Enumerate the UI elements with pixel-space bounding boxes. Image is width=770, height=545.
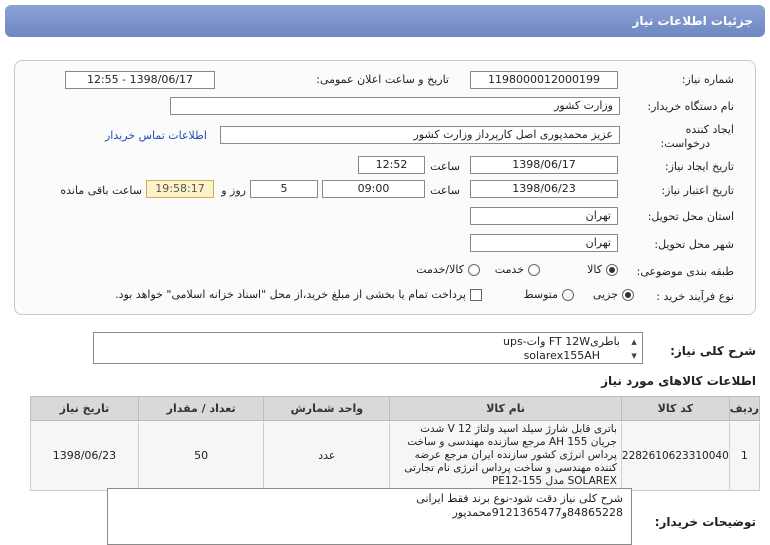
category-option-service[interactable]: خدمت	[495, 263, 540, 276]
announce-field[interactable]: 1398/06/17 - 12:55	[65, 71, 215, 89]
buyer-org-field[interactable]: وزارت کشور	[170, 97, 620, 115]
announce-label: تاریخ و ساعت اعلان عمومی:	[316, 73, 449, 86]
items-section-title: اطلاعات کالاهای مورد نیاز	[601, 374, 756, 388]
summary-line-1: باطریFT 12W وات-ups	[503, 335, 620, 348]
created-time-label: ساعت	[430, 160, 460, 173]
process-option-medium[interactable]: متوسط	[523, 288, 574, 301]
col-code-header: کد کالا	[621, 397, 729, 421]
creator-field[interactable]: عزیز محمدپوری اصل کارپرداز وزارت کشور	[220, 126, 620, 144]
created-time-field[interactable]: 12:52	[358, 156, 425, 174]
radio-selected-icon	[606, 264, 618, 276]
category-option-goods-service[interactable]: کالا/خدمت	[416, 263, 480, 276]
summary-textarea[interactable]	[93, 332, 643, 364]
cell-qty: 50	[138, 421, 263, 491]
treasury-payment-checkbox[interactable]: پرداخت تمام یا بخشی از مبلغ خرید،از محل "اسناد خزانه اسلامی" خواهد بود.	[115, 288, 482, 301]
created-date-field[interactable]: 1398/06/17	[470, 156, 618, 174]
days-field[interactable]: 5	[250, 180, 318, 198]
category-option-goods[interactable]: کالا	[587, 263, 618, 276]
radio-icon	[528, 264, 540, 276]
city-field[interactable]: تهران	[470, 234, 618, 252]
buyer-notes-line-2: 84865228و9121365477محمدپور	[452, 506, 623, 519]
cell-name: باتری قابل شارژ سیلد اسید ولتاژ 12 V شدت جریان 155 AH مرجع سازنده مهندسی و ساخت پرداس انرژی کشور سازنده ایران مرجع عرضه کننده مهندسی و ساخت پرداس انرژی نام تجارتی SOLAREX مدل PE12-155	[390, 421, 622, 491]
summary-scrollbar[interactable]	[628, 335, 640, 361]
need-number-label: شماره نیاز:	[681, 73, 734, 86]
valid-time-label: ساعت	[430, 184, 460, 197]
remaining-time-field: 19:58:17	[146, 180, 214, 198]
items-table	[30, 396, 760, 491]
page-title: جزئیات اطلاعات نیاز	[632, 14, 753, 28]
scroll-down-icon: ▼	[631, 352, 637, 360]
col-unit-header: واحد شمارش	[264, 397, 390, 421]
cell-code: 2282610623310040	[621, 421, 729, 491]
buyer-notes-label: توضیحات خریدار:	[654, 515, 756, 529]
checkbox-icon	[470, 289, 482, 301]
cell-row: 1	[729, 421, 759, 491]
page-title-bar	[5, 5, 765, 37]
category-label: طبقه بندی موضوعی:	[636, 265, 734, 278]
creator-label-2: درخواست:	[660, 137, 710, 150]
summary-label: شرح کلی نیاز:	[670, 344, 756, 358]
days-label: روز و	[221, 184, 246, 197]
created-date-label: تاریخ ایجاد نیاز:	[664, 160, 734, 173]
city-label: شهر محل تحویل:	[654, 238, 734, 251]
table-header-row	[31, 397, 760, 421]
buyer-notes-textarea[interactable]	[107, 488, 632, 545]
remaining-label: ساعت باقی مانده	[60, 184, 142, 197]
cell-date: 1398/06/23	[31, 421, 139, 491]
radio-icon	[468, 264, 480, 276]
buyer-notes-line-1: شرح کلی نیاز دقت شود-نوع برند فقط ایرانی	[416, 492, 623, 505]
valid-date-label: تاریخ اعتبار نیاز:	[661, 184, 734, 197]
valid-date-field[interactable]: 1398/06/23	[470, 180, 618, 198]
col-date-header: تاریخ نیاز	[31, 397, 139, 421]
province-label: استان محل تحویل:	[647, 210, 734, 223]
col-qty-header: تعداد / مقدار	[138, 397, 263, 421]
scroll-up-icon: ▲	[631, 338, 637, 346]
creator-label: ایجاد کننده	[685, 123, 734, 136]
summary-line-2: solarex155AH	[523, 349, 600, 362]
contact-info-link[interactable]: اطلاعات تماس خریدار	[105, 129, 207, 142]
province-field[interactable]: تهران	[470, 207, 618, 225]
process-label: نوع فرآیند خرید :	[656, 290, 734, 303]
valid-time-field[interactable]: 09:00	[322, 180, 425, 198]
cell-unit: عدد	[264, 421, 390, 491]
radio-selected-icon	[622, 289, 634, 301]
col-name-header: نام کالا	[390, 397, 622, 421]
table-row[interactable]	[31, 421, 760, 491]
col-row-header: ردیف	[729, 397, 759, 421]
buyer-org-label: نام دستگاه خریدار:	[647, 100, 734, 113]
process-option-minor[interactable]: جزیی	[593, 288, 634, 301]
need-number-field[interactable]: 1198000012000199	[470, 71, 618, 89]
radio-icon	[562, 289, 574, 301]
